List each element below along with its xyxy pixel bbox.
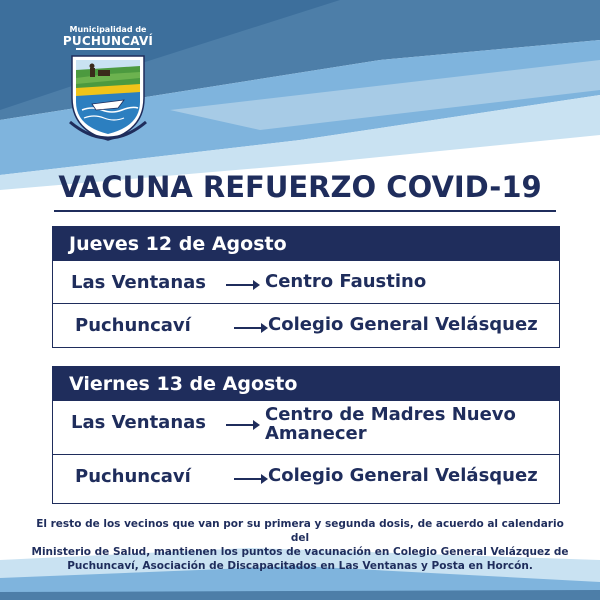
origin-label: Puchuncaví	[75, 466, 191, 487]
page-title: VACUNA REFUERZO COVID-19	[58, 170, 542, 204]
arrow-right-icon	[233, 322, 269, 334]
arrow-right-icon	[225, 419, 261, 431]
destination-label: Colegio General Velásquez	[268, 314, 538, 335]
municipal-shield-icon	[58, 26, 158, 146]
schedule-row	[53, 303, 559, 346]
destination-label: Colegio General Velásquez	[268, 465, 538, 486]
origin-label: Puchuncaví	[75, 315, 191, 336]
title-underline	[54, 210, 556, 212]
destination-label	[265, 405, 516, 443]
footnote-line-3: Puchuncaví, Asociación de Discapacitados en Las Ventanas y Posta en Horcón.	[67, 560, 533, 572]
schedule-row	[53, 400, 559, 454]
destination-line-2: Amanecer	[265, 423, 367, 444]
footnote-line-1: El resto de los vecinos que van por su primera y segunda dosis, de acuerdo al calendario del	[36, 518, 564, 544]
logo-caption-municipalidad: Municipalidad de	[69, 25, 147, 34]
schedule-card-thursday	[52, 226, 560, 348]
schedule-card-friday	[52, 366, 560, 504]
arrow-right-icon	[225, 279, 261, 291]
day-header: Viernes 13 de Agosto	[53, 367, 559, 400]
destination-line-1: Centro de Madres Nuevo	[265, 404, 516, 425]
footnote	[30, 517, 570, 573]
schedule-row	[53, 260, 559, 303]
schedule-row	[53, 454, 559, 502]
destination-label: Centro Faustino	[265, 271, 427, 292]
footnote-line-2: Ministerio de Salud, mantienen los puntos de vacunación en Colegio General Velázquez de	[31, 546, 569, 558]
logo-caption-puchuncavi: PUCHUNCAVÍ	[62, 34, 154, 48]
day-header: Jueves 12 de Agosto	[53, 227, 559, 260]
origin-label: Las Ventanas	[71, 412, 206, 433]
origin-label: Las Ventanas	[71, 272, 206, 293]
arrow-right-icon	[233, 473, 269, 485]
